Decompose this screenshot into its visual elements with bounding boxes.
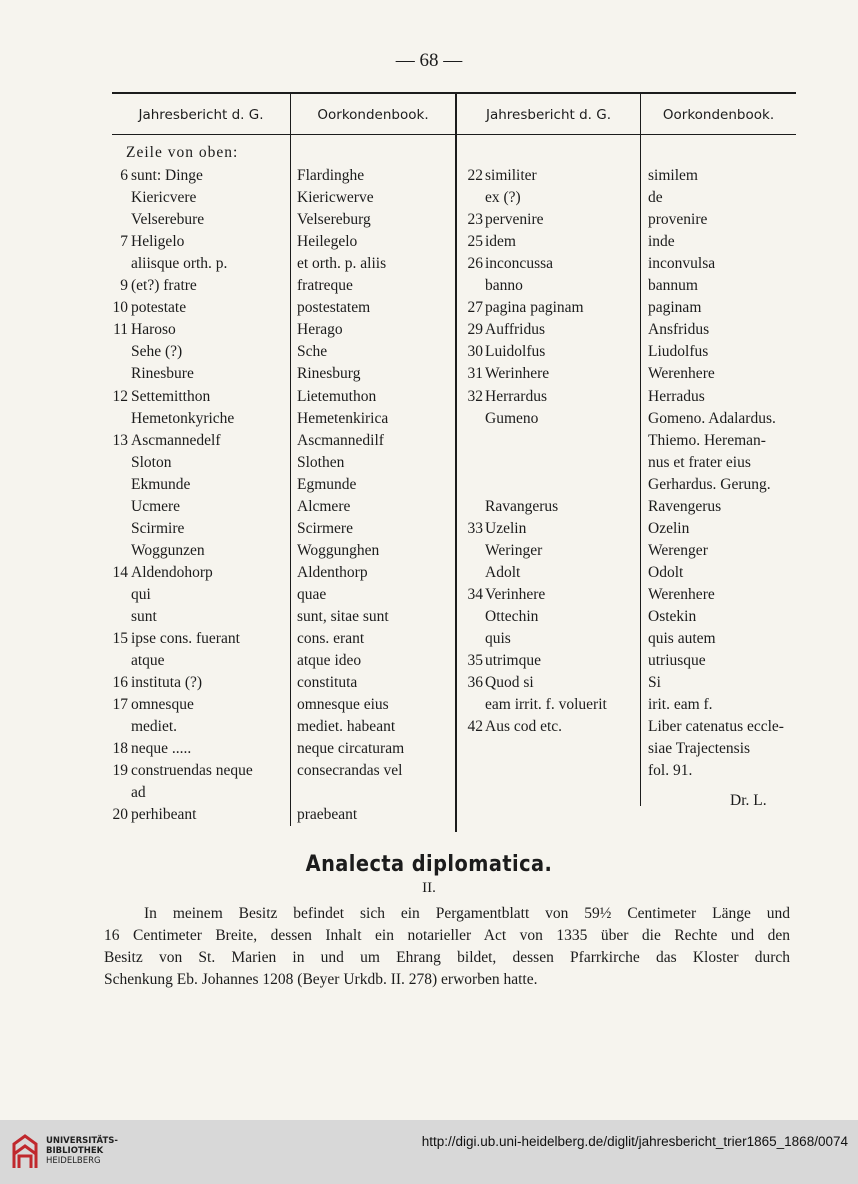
right_rows-correction: Gerhardus. Gerung. [648,475,771,493]
left_rows-reading: Rinesbure [131,365,194,383]
right_rows-reading: Herrardus [485,387,547,405]
left_rows-reading: neque ..... [131,740,192,758]
left_rows-reading: Sloton [131,453,172,471]
left_rows-correction: sunt, sitae sunt [297,608,389,625]
right_rows-correction: Liber catenatus eccle- [648,718,784,736]
left_rows-correction: Rinesburg [297,365,361,383]
right_rows-correction: de [648,189,663,207]
library-line-3: HEIDELBERG [46,1156,101,1166]
right_rows-reading: Werinhere [485,365,550,383]
left_rows-correction: quae [297,585,327,603]
left_rows-line-number: 6 [120,167,128,184]
left_rows-reading: Ascmannedelf [131,431,221,449]
table-header-4: Oorkondenbook. [662,107,775,123]
right_rows-correction: siae Trajectensis [648,740,751,758]
left_rows-correction: Scirmere [297,519,353,537]
section-number: II. [422,880,436,896]
left_rows-reading: sunt: Dinge [131,167,203,184]
right_rows-correction: quis autem [648,630,716,648]
left_rows-line-number: 12 [112,387,128,405]
left_rows-reading: aliisque orth. p. [131,255,228,273]
right_rows-correction: bannum [648,277,698,295]
left_rows-reading: Aldendohorp [131,563,213,581]
right_rows-line-number: 25 [467,233,483,251]
right_rows-correction: Ravengerus [648,497,722,515]
left_rows-correction: Slothen [297,453,345,471]
table-header-rule [112,134,796,135]
left_rows-correction: Woggunghen [297,541,380,559]
right_rows-reading: Adolt [485,563,521,581]
right_rows-reading: pagina paginam [485,299,584,317]
right_rows-correction: similem [648,167,698,184]
right_rows-line-number: 26 [467,255,483,273]
left_rows-correction: Herago [297,321,343,339]
left_rows-reading: Ekmunde [131,475,191,493]
right_rows-line-number: 31 [467,365,483,383]
left_rows-correction: neque circaturam [297,740,405,758]
page-number: — 68 — [395,50,463,71]
table-header-1: Jahresbericht d. G. [138,107,264,123]
left_rows-reading: instituta (?) [131,674,203,692]
col-divider-right [640,94,641,806]
signature: Dr. L. [730,792,767,809]
right_rows-line-number: 34 [467,585,483,603]
right_rows-reading: Weringer [485,541,543,559]
left_rows-correction: Kiericwerve [297,189,374,207]
permalink-url[interactable]: http://digi.ub.uni-heidelberg.de/diglit/jahresbericht_trier1865_1868/0074 [421,1134,848,1149]
left_rows-correction: constituta [297,674,358,692]
left_rows-correction: Ascmannedilf [297,431,384,449]
left_rows-reading: Heligelo [131,233,185,251]
left_rows-reading: Woggunzen [131,541,205,559]
left_rows-correction: Alcmere [297,497,351,515]
left_rows-correction: consecrandas vel [297,762,403,780]
table-center-divider [455,92,457,832]
left_rows-reading: ipse cons. fuerant [131,630,240,648]
left_rows-correction: Flardinghe [297,167,365,184]
left_rows-reading: Sehe (?) [131,343,183,361]
left_rows-reading: potestate [131,299,187,317]
right_rows-line-number: 35 [467,652,483,670]
right_rows-correction: Si [648,674,661,692]
right_rows-line-number: 36 [467,674,483,692]
table-header-3: Jahresbericht d. G. [485,107,612,123]
right_rows-reading: similiter [485,167,537,184]
section-title: Analecta diplomatica. [305,852,553,877]
right_rows-line-number: 42 [467,718,483,736]
left_rows-reading: mediet. [131,718,178,736]
right_rows-correction: irit. eam f. [648,696,713,714]
left_rows-correction: omnesque eius [297,696,389,714]
library-line-1: UNIVERSITÄTS- [46,1136,118,1146]
left_rows-line-number: 13 [112,431,128,449]
right_rows-reading: inconcussa [485,255,554,273]
left_rows-correction: Egmunde [297,475,357,493]
right_rows-correction: Werenhere [648,585,715,603]
left_rows-correction: cons. erant [297,630,365,648]
left_rows-correction: fratreque [297,277,353,295]
left_rows-correction: praebeant [297,806,358,824]
right_rows-reading: Auffridus [485,321,545,339]
zeile-label: Zeile von oben: [126,144,239,161]
table-top-rule [112,92,796,94]
left_rows-reading: Hemetonkyriche [131,409,235,427]
right_rows-reading: Ottechin [485,608,539,625]
right_rows-correction: nus et frater eius [648,453,751,471]
left_rows-reading: ad [131,784,146,802]
left_rows-correction: et orth. p. aliis [297,255,387,273]
paragraph-line-3: Besitz von St. Marien in und um Ehrang bildet, dessen Pfarrkirche das Kloster durch [104,949,790,966]
table-header-2: Oorkondenbook. [317,107,429,123]
right_rows-line-number: 29 [467,321,483,339]
right_rows-correction: utriusque [648,652,706,670]
right_rows-correction: Ostekin [648,608,697,625]
right_rows-correction: paginam [648,299,702,317]
right_rows-correction: Odolt [648,563,684,581]
left_rows-reading: Scirmire [131,519,185,537]
left_rows-correction: postestatem [297,299,371,317]
paragraph-line-1: In meinem Besitz befindet sich ein Pergamentblatt von 59½ Centimeter Länge und [144,905,790,922]
right_rows-correction: Werenhere [648,365,715,383]
right_rows-reading: pervenire [485,211,544,229]
right_rows-line-number: 22 [467,167,483,184]
left_rows-reading: atque [131,652,165,670]
left_rows-line-number: 18 [112,740,128,758]
right_rows-line-number: 33 [467,519,483,537]
right_rows-reading: Verinhere [485,585,546,603]
left_rows-reading: (et?) fratre [131,277,197,295]
left_rows-correction: Lietemuthon [297,387,377,405]
right_rows-correction: Ansfridus [648,321,710,339]
right_rows-reading: Gumeno [485,409,539,427]
right_rows-reading: banno [485,277,523,295]
right_rows-correction: Thiemo. Hereman- [648,431,766,449]
col-divider-left [290,94,291,826]
left_rows-reading: construendas neque [131,762,253,780]
right_rows-reading: ex (?) [485,189,521,207]
left_rows-line-number: 10 [112,299,128,317]
left_rows-reading: Velserebure [131,211,205,229]
right_rows-correction: Gomeno. Adalardus. [648,409,776,427]
right_rows-line-number: 23 [467,211,483,229]
left_rows-reading: Kiericvere [131,189,197,207]
left_rows-reading: Ucmere [131,497,181,515]
left_rows-reading: sunt [131,608,157,625]
right_rows-line-number: 30 [467,343,483,361]
right_rows-correction: Werenger [648,541,708,559]
left_rows-reading: qui [131,585,151,603]
left_rows-reading: Haroso [131,321,176,339]
right_rows-reading: idem [485,233,516,251]
left_rows-reading: perhibeant [131,806,197,824]
left_rows-reading: Settemitthon [131,387,211,405]
right_rows-line-number: 32 [467,387,483,405]
left_rows-line-number: 7 [120,233,128,251]
right_rows-correction: Herradus [648,387,705,405]
library-line-2: BIBLIOTHEK [46,1146,104,1156]
left_rows-line-number: 11 [113,321,128,339]
right_rows-correction: Liudolfus [648,343,709,361]
right_rows-correction: inde [648,233,675,251]
left_rows-line-number: 17 [112,696,128,714]
left_rows-correction: Heilegelo [297,233,358,251]
left_rows-line-number: 20 [112,806,128,824]
right_rows-reading: Aus cod etc. [485,718,563,736]
right_rows-reading: Quod si [485,674,534,692]
left_rows-correction: Hemetenkirica [297,409,389,427]
paragraph-line-2: 16 Centimeter Breite, dessen Inhalt ein notarieller Act von 1335 über die Rechte und den [104,927,790,944]
right_rows-reading: Ravangerus [485,497,559,515]
right_rows-reading: quis [485,630,511,648]
left_rows-correction: Sche [297,343,328,361]
right_rows-reading: utrimque [485,652,541,670]
right_rows-reading: Uzelin [485,519,527,537]
university-library-logo-icon [10,1134,40,1170]
viewer-footer [0,1120,858,1184]
right_rows-line-number: 27 [467,299,483,317]
left_rows-correction: Velsereburg [297,211,371,229]
left_rows-correction: atque ideo [297,652,362,670]
left_rows-reading: omnesque [131,696,194,714]
left_rows-line-number: 16 [112,674,128,692]
right_rows-correction: provenire [648,211,708,229]
right_rows-correction: Ozelin [648,519,690,537]
left_rows-correction: Aldenthorp [297,563,368,581]
right_rows-reading: Luidolfus [485,343,546,361]
left_rows-line-number: 19 [112,762,128,780]
left_rows-line-number: 14 [112,563,128,581]
left_rows-line-number: 9 [120,277,128,295]
paragraph-line-4: Schenkung Eb. Johannes 1208 (Beyer Urkdb. II. 278) erworben hatte. [104,971,538,988]
right_rows-correction: fol. 91. [648,762,693,780]
right_rows-reading: eam irrit. f. voluerit [485,696,607,714]
library-name [46,1136,118,1166]
right_rows-correction: inconvulsa [648,255,716,273]
left_rows-line-number: 15 [112,630,128,648]
left_rows-correction: mediet. habeant [297,718,396,736]
